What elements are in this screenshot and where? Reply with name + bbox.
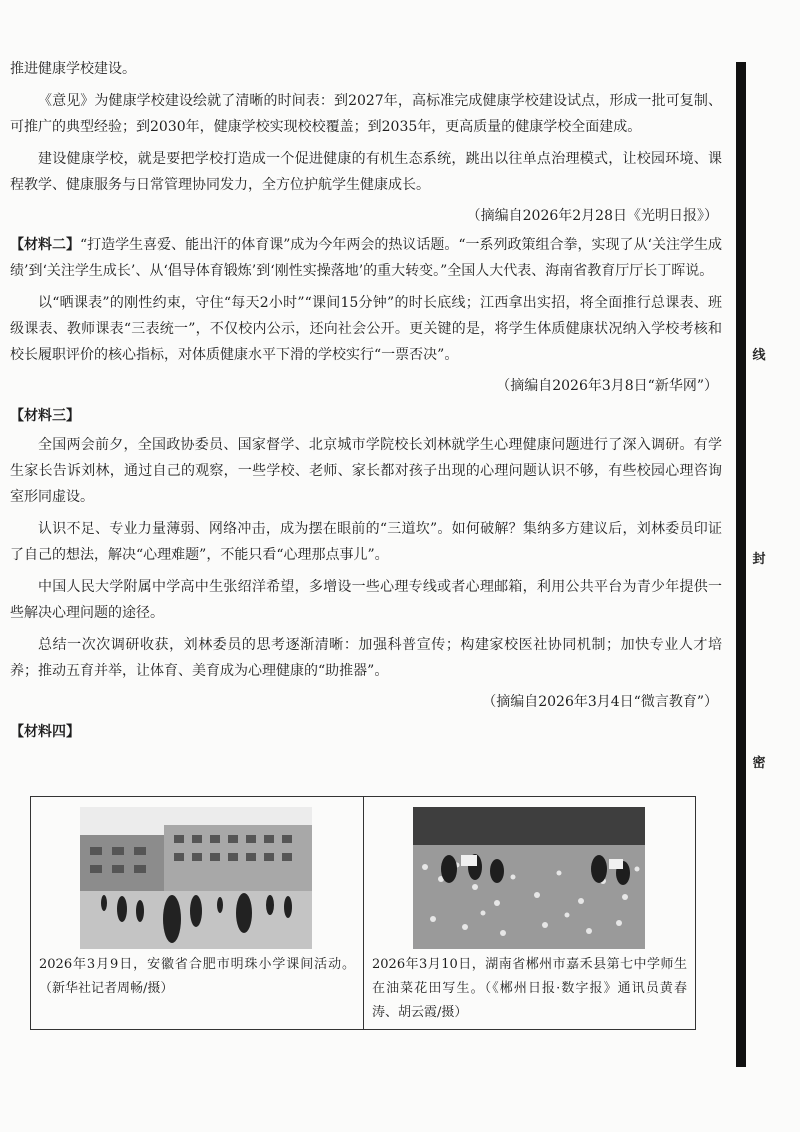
paragraph: 全国两会前夕，全国政协委员、国家督学、北京城市学院校长刘林就学生心理健康问题进行了深入调研。有学生家长告诉刘林，通过自己的观察，一些学校、老师、家长都对孩子出现的心理问题认识不够，有些校园心理咨询室形同虚设。 <box>10 437 722 505</box>
paragraph: 总结一次次调研收获，刘林委员的思考逐渐清晰：加强科普宣传；构建家校医社协同机制；加快专业人才培养；推动五育并举，让体育、美育成为心理健康的“助推器”。 <box>10 637 722 679</box>
photo-table <box>30 796 696 1030</box>
photo-caption-right: 2026年3月10日，湖南省郴州市嘉禾县第七中学师生在油菜花田写生。（《郴州日报·数字报》通讯员黄春涛、胡云霞/摄） <box>372 957 687 1020</box>
source-citation: （摘编自2026年3月4日“微言教育”） <box>482 694 718 710</box>
photo-cell-right <box>363 797 695 1029</box>
material-two-paragraph <box>10 232 722 284</box>
schoolyard-photo <box>80 807 312 949</box>
material-two-text: “打造学生喜爱、能出汗的体育课”成为今年两会的热议话题。“一系列政策组合拳，实现了从‘关注学生成绩’到‘关注学生成长’、从‘倡导体育锻炼’到‘刚性实操落地’的重大转变。”全国人大代表、海南省教育厅厅长丁晖说。 <box>10 237 723 279</box>
side-mark-secret: 密 <box>752 756 766 771</box>
material-two-heading: 【材料二】 <box>10 237 81 253</box>
paragraph: 推进健康学校建设。 <box>10 61 136 77</box>
paragraph: 以“晒课表”的刚性约束，守住“每天2小时”“课间15分钟”的时长底线；江西拿出实招，将全面推行总课表、班级课表、教师课表“三表统一”，不仅校内公示，还向社会公开。更关键的是，将学生体质健康状况纳入学校考核和校长履职评价的核心指标，对体质健康水平下滑的学校实行“一票否决”。 <box>10 295 722 363</box>
paragraph: 认识不足、专业力量薄弱、网络冲击，成为摆在眼前的“三道坎”。如何破解？集纳多方建议后，刘林委员印证了自己的想法，解决“心理难题”，不能只看“心理那点事儿”。 <box>10 521 722 563</box>
side-mark-seal: 封 <box>752 552 766 567</box>
article-body <box>10 56 722 748</box>
flower-field-photo <box>413 807 645 949</box>
photo-caption-left: 2026年3月9日，安徽省合肥市明珠小学课间活动。（新华社记者周畅/摄） <box>39 957 355 996</box>
source-citation: （摘编自2026年3月8日“新华网”） <box>496 378 718 394</box>
source-citation: （摘编自2026年2月28日《光明日报》） <box>466 208 718 224</box>
side-mark-line: 线 <box>752 348 766 363</box>
material-three-heading: 【材料三】 <box>10 408 80 424</box>
paragraph: 建设健康学校，就是要把学校打造成一个促进健康的有机生态系统，跳出以往单点治理模式，让校园环境、课程教学、健康服务与日常管理协同发力，全方位护航学生健康成长。 <box>10 151 722 193</box>
paragraph: 《意见》为健康学校建设绘就了清晰的时间表：到2027年，高标准完成健康学校建设试点，形成一批可复制、可推广的典型经验；到2030年，健康学校实现校校覆盖；到2035年，更高质量的健康学校全面建成。 <box>10 93 722 135</box>
binding-bar <box>736 62 746 1067</box>
material-four-heading: 【材料四】 <box>10 724 80 740</box>
paragraph: 中国人民大学附属中学高中生张绍洋希望，多增设一些心理专线或者心理邮箱，利用公共平台为青少年提供一些解决心理问题的途径。 <box>10 579 722 621</box>
photo-cell-left <box>31 797 363 1029</box>
